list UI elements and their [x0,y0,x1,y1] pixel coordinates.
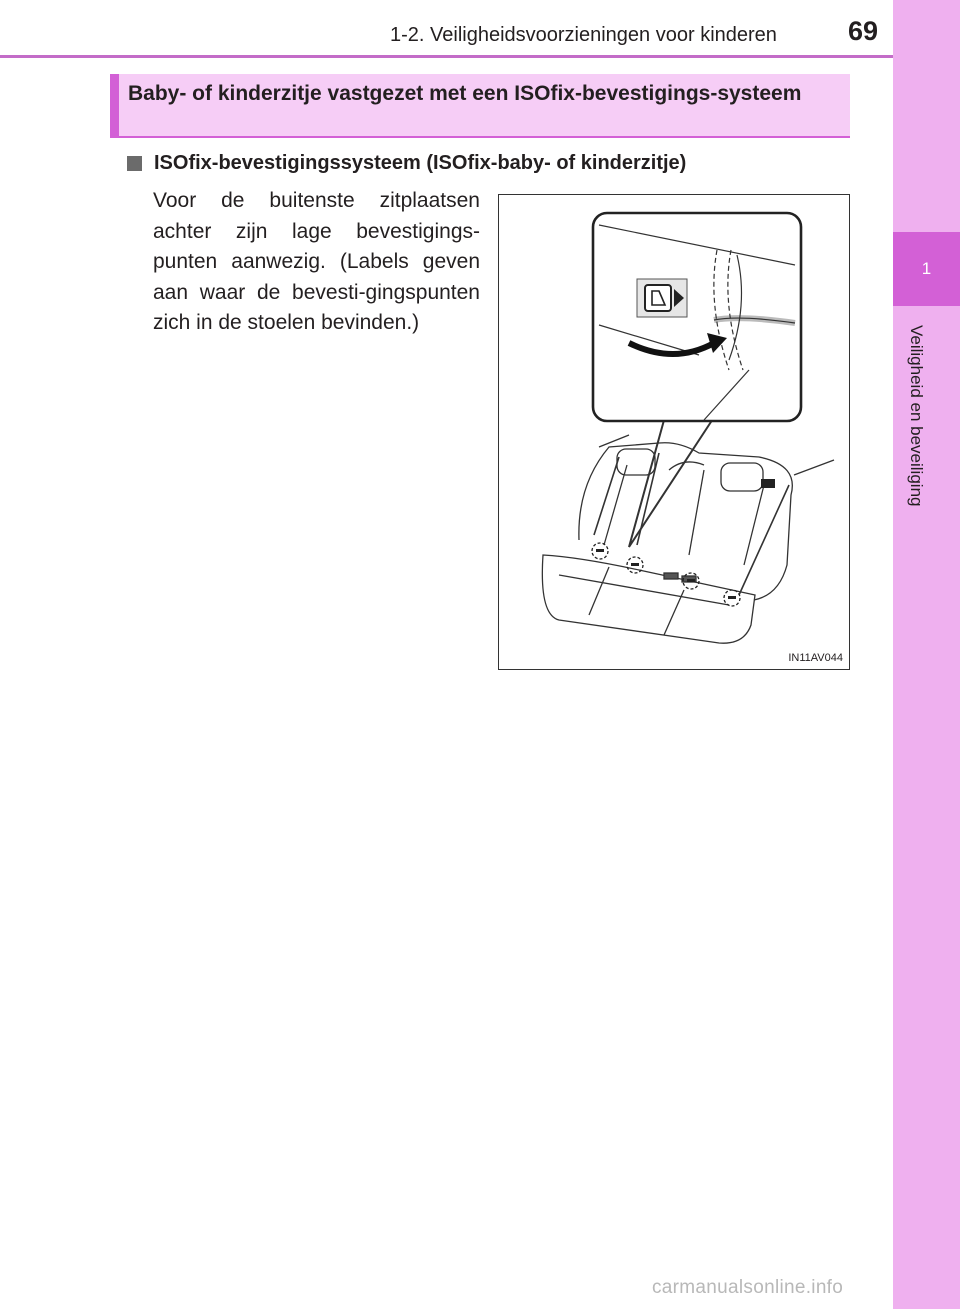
cushion-seam-3 [664,590,684,635]
isofix-label-icon [637,279,687,317]
buckle [664,573,678,579]
rear-seat-illustration [499,195,848,668]
seat-seam-mid [689,470,704,555]
belt-left [594,457,619,535]
figure-code: IN11AV044 [788,652,843,664]
seat-cushion [542,555,755,643]
subsection-heading-text: ISOfix-bevestigingssysteem (ISOfix-baby- of kinderzitje) [154,152,687,174]
cushion-seam-2 [589,567,609,615]
header-divider [0,55,893,58]
figure-rear-seat-isofix [498,194,850,670]
subsection-heading [127,152,686,175]
section-title: Baby- of kinderzitje vastgezet met een ISOfix-bevestigings-systeem [128,82,802,105]
cushion-seam-1 [559,575,729,605]
isofix-tag-small [761,479,775,488]
square-bullet-icon [127,156,142,171]
chapter-title: Veiligheid en beveiliging [907,325,926,507]
watermark: carmanualsonline.info [652,1277,844,1298]
body-paragraph: Voor de buitenste zitplaatsen achter zijn lage bevestigings-punten aanwezig. (Labels geven aan waar de bevesti-gingspunten zich in de stoelen bevinden.) [153,189,480,334]
page-number: 69 [848,16,879,46]
header-section-path: 1-2. Veiligheidsvoorzieningen voor kinderen [390,24,777,46]
chapter-tab[interactable] [893,232,960,306]
belt-anchor-right [794,460,834,475]
headrest-right [721,463,763,491]
chapter-number: 1 [921,259,932,278]
side-tab [893,0,960,1309]
section-header-box [110,74,850,138]
seat-seam-left [604,465,627,545]
seat-seam-right [744,485,764,565]
